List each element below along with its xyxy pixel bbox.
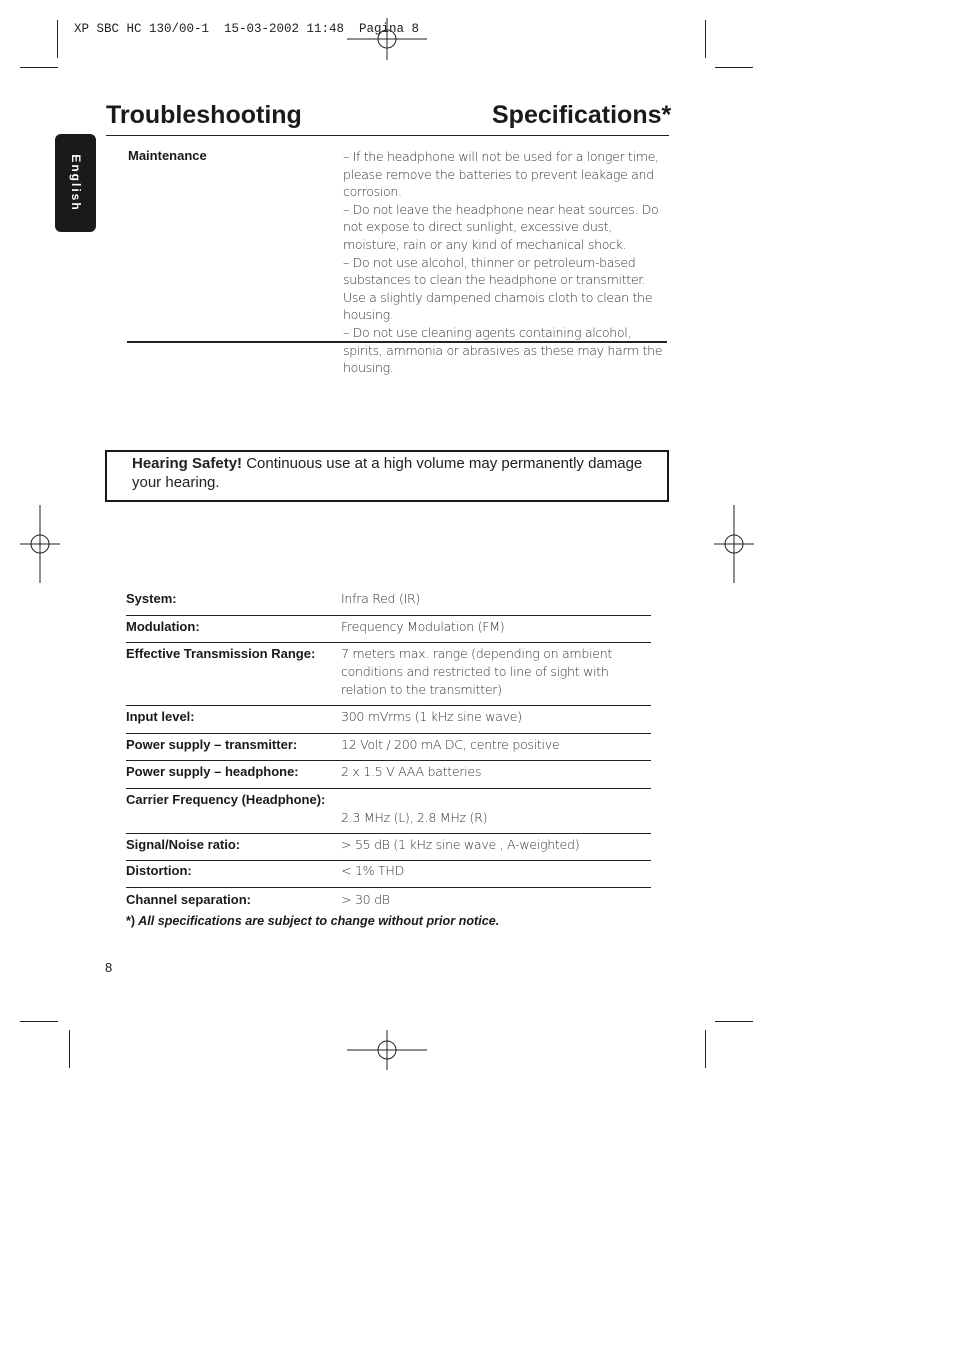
- crop-mark-bottom-left-h: [20, 1021, 58, 1022]
- maintenance-paragraph: – Do not use alcohol, thinner or petroleum-based substances to clean the headphone or transmitter. Use a slightly dampened chamois cloth to clean the housing.: [343, 254, 653, 323]
- crop-mark-bottom-left-v: [69, 1030, 70, 1068]
- spec-row: [126, 861, 651, 888]
- crop-mark-top-right-h: [715, 67, 753, 68]
- crop-mark-top-left-h: [20, 67, 58, 68]
- spec-row: [126, 734, 651, 761]
- footnote-marker: *): [126, 914, 136, 928]
- spec-label: Distortion:: [126, 863, 192, 878]
- crop-mark-top-left-v: [57, 20, 58, 58]
- spec-value: 7 meters max. range (depending on ambient conditions and restricted to line of sight with relation to the transmitter): [341, 646, 613, 697]
- spec-value: Frequency Modulation (FM): [341, 619, 505, 634]
- language-tab-label: English: [68, 154, 83, 212]
- spec-value: Infra Red (IR): [341, 591, 421, 606]
- spec-label: Effective Transmission Range:: [126, 646, 316, 661]
- spec-label: Input level:: [126, 709, 195, 724]
- section-title-specifications: Specifications*: [492, 101, 672, 129]
- spec-value: 2.3 MHz (L), 2.8 MHz (R): [341, 810, 488, 825]
- spec-value: 12 Volt / 200 mA DC, centre positive: [341, 737, 560, 752]
- spec-label: Power supply – transmitter:: [126, 737, 298, 752]
- spec-row: [126, 834, 651, 861]
- spec-row: [126, 643, 651, 706]
- spec-label: Signal/Noise ratio:: [126, 837, 241, 852]
- spec-value: 2 x 1.5 V AAA batteries: [341, 764, 482, 779]
- page-number: 8: [105, 960, 113, 975]
- specifications-table: [126, 588, 651, 915]
- maintenance-paragraph: – Do not leave the headphone near heat sources. Do not expose to direct sunlight, excessive dust, moisture, rain or any kind of mechanical shock.: [343, 201, 659, 252]
- spec-value: > 30 dB: [341, 892, 390, 907]
- hearing-safety-text: [132, 455, 652, 492]
- maintenance-paragraph: – Do not use cleaning agents containing alcohol, spirits, ammonia or abrasives as these may harm the housing.: [343, 324, 663, 376]
- spec-label: Modulation:: [126, 619, 200, 634]
- spec-row: [126, 588, 651, 616]
- crop-mark-top-right-v: [705, 20, 706, 58]
- registration-mark-bottom-icon: [347, 1030, 427, 1070]
- language-tab: [55, 134, 96, 232]
- spec-row: [126, 706, 651, 734]
- spec-row: [126, 888, 651, 915]
- section-title-troubleshooting: Troubleshooting: [106, 101, 302, 129]
- spec-label: System:: [126, 591, 177, 606]
- footnote-text: All specifications are subject to change without prior notice.: [135, 914, 500, 928]
- hearing-safety-heading: Hearing Safety!: [132, 455, 243, 472]
- spec-row: [126, 761, 651, 789]
- crop-mark-bottom-right-v: [705, 1030, 706, 1068]
- registration-mark-left-icon: [20, 505, 60, 583]
- spec-value: > 55 dB (1 kHz sine wave , A-weighted): [341, 837, 580, 852]
- spec-row: [126, 789, 651, 834]
- title-divider: [106, 135, 669, 136]
- crop-mark-bottom-right-h: [715, 1021, 753, 1022]
- spec-label: Carrier Frequency (Headphone):: [126, 792, 326, 807]
- print-header: XP SBC HC 130/00-1 15-03-2002 11:48 Pagina 8: [74, 22, 420, 36]
- hearing-safety-message: Continuous use at a high volume may permanently damage your hearing.: [132, 455, 643, 491]
- spec-label: Channel separation:: [126, 892, 251, 907]
- hearing-safety-box: [105, 450, 669, 502]
- spec-row: [126, 616, 651, 643]
- maintenance-label: Maintenance: [128, 148, 207, 163]
- spec-label: Power supply – headphone:: [126, 764, 299, 779]
- specifications-footnote: [126, 914, 499, 928]
- maintenance-divider: [127, 341, 667, 343]
- spec-value: < 1% THD: [341, 863, 404, 878]
- registration-mark-right-icon: [714, 505, 754, 583]
- registration-mark-top-icon: [347, 18, 427, 60]
- spec-value: 300 mVrms (1 kHz sine wave): [341, 709, 522, 724]
- maintenance-paragraph: – If the headphone will not be used for a longer time, please remove the batteries to prevent leakage and corrosion.: [343, 149, 659, 200]
